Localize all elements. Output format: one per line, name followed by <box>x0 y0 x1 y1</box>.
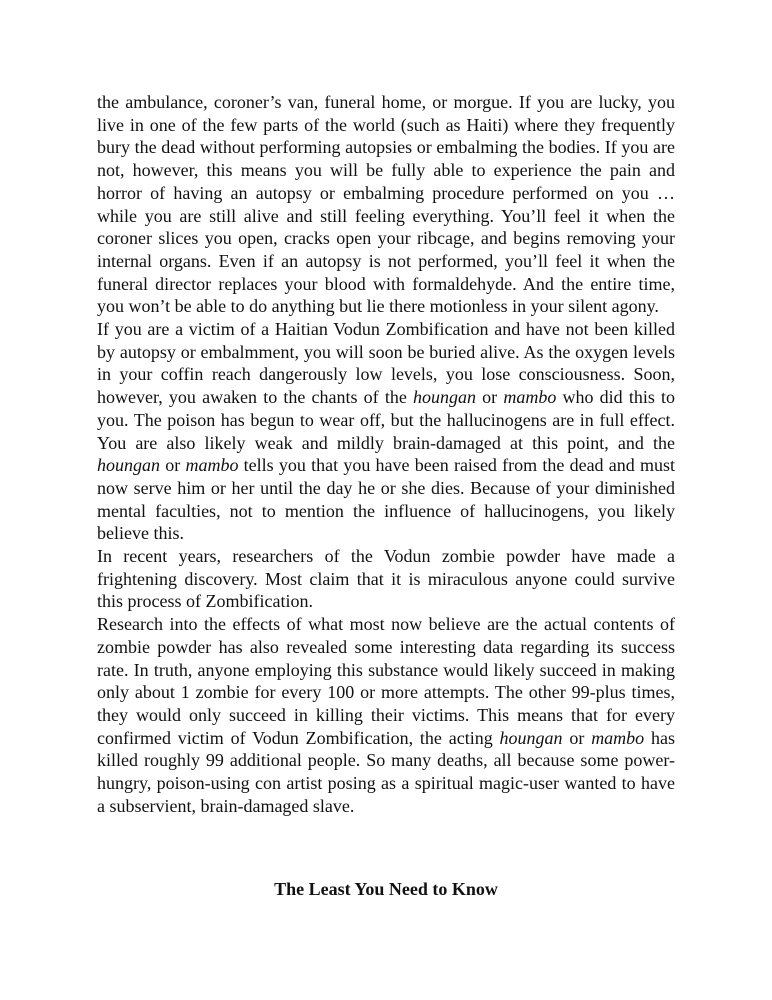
paragraph-autopsy: the ambulance, coroner’s van, funeral home, or morgue. If you are lucky, you live in one of the few parts of the world (such as Haiti) where they frequently bury the dead without performing autopsies or embalming the bodies. If you are not, however, this means you will be fully able to experience the pain and horror of having an autopsy or embalming procedure performed on you … while you are still alive and still feeling everything. You’ll feel it when the coroner slices you open, cracks open your ribcage, and begins removing your internal organs. Even if an autopsy is not performed, you’ll feel it when the funeral director replaces your blood with formaldehyde. And the entire time, you won’t be able to do anything but lie there motionless in your silent agony. <box>97 92 675 317</box>
italic-term: houngan <box>499 727 563 748</box>
italic-term: mambo <box>591 727 645 748</box>
paragraph-buried-alive: If you are a victim of a Haitian Vodun Zombification and have not been killed by autopsy or embalmment, you will soon be buried alive. As the oxygen levels in your coffin reach dangerously low levels, you lose consciousness. Soon, however, you awaken to the chants of the houngan or mambo who did this to you. The poison has begun to wear off, but the hallucinogens are in full effect. You are also likely weak and mildly brain-damaged at this point, and the houngan or mambo tells you that you have been raised from the dead and must now serve him or her until the day he or she dies. Because of your diminished mental faculties, not to mention the influence of hallucinogens, you likely believe this. <box>97 319 675 544</box>
paragraph-research-discovery: In recent years, researchers of the Vodun zombie powder have made a frightening discovery. Most claim that it is miraculous anyone could survive this process of Zombification. <box>97 546 675 612</box>
italic-term: mambo <box>185 455 239 476</box>
italic-term: houngan <box>413 387 476 408</box>
italic-term: houngan <box>97 455 160 476</box>
paragraph-success-rate: Research into the effects of what most now believe are the actual contents of zombie powder has also revealed some interesting data regarding its success rate. In truth, anyone employing this substance would likely succeed in making only about 1 zombie for every 100 or more attempts. The other 99-plus times, they would only succeed in killing their victims. This means that for every confirmed victim of Vodun Zombification, the acting houngan or mambo has killed roughly 99 additional people. So many deaths, all because some power-hungry, poison-using con artist posing as a spiritual magic-user wanted to have a subservient, brain-damaged slave. <box>97 614 676 816</box>
page-body <box>97 91 675 818</box>
section-heading: The Least You Need to Know <box>274 879 498 899</box>
italic-term: mambo <box>503 387 557 408</box>
